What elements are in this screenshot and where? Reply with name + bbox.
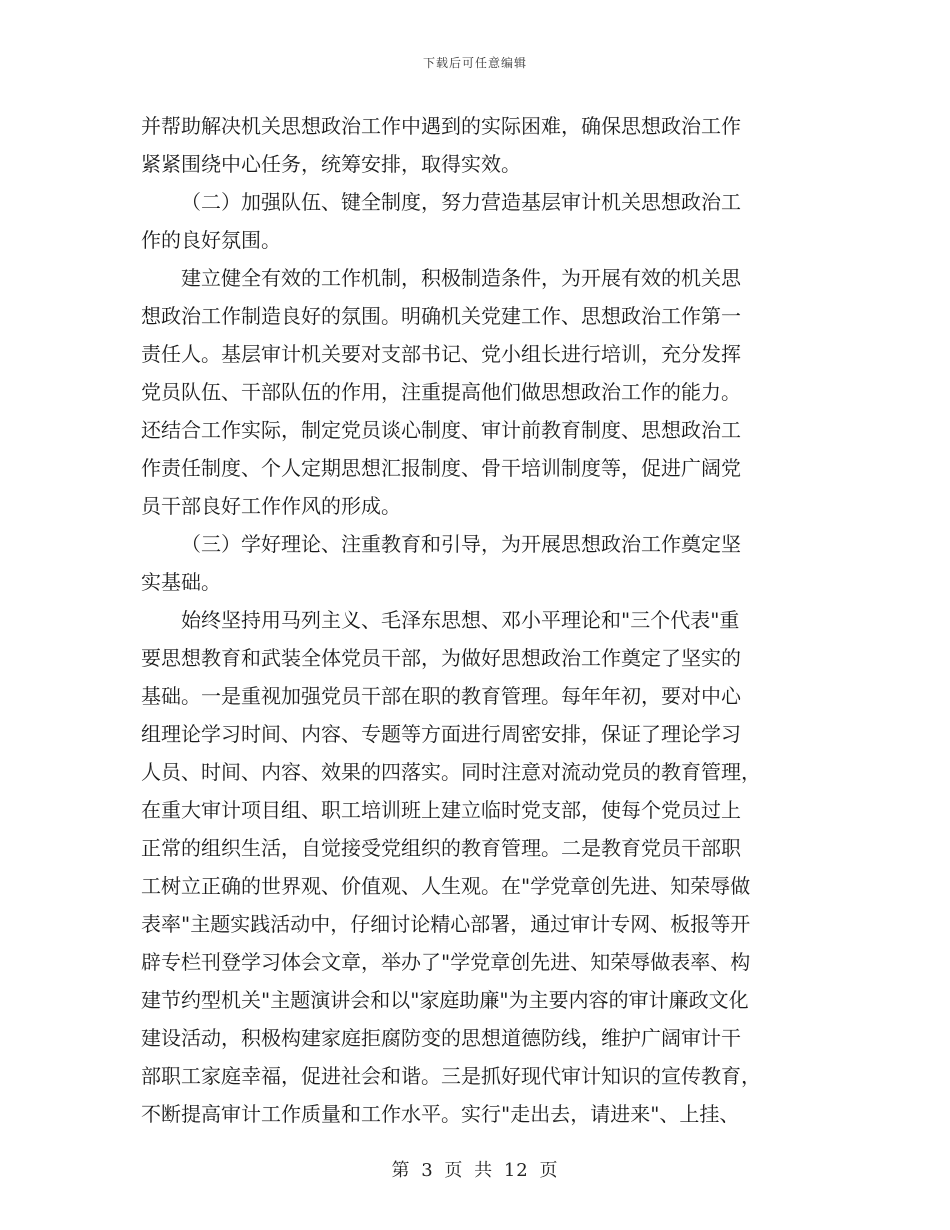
text-line: 正常的组织生活，自觉接受党组织的教育管理。二是教育党员干部职 <box>141 836 741 860</box>
header-note: 下载后可任意编辑 <box>422 56 527 70</box>
text-line: 要思想教育和武装全体党员干部，为做好思想政治工作奠定了坚实的 <box>141 646 741 670</box>
text-line: 表率"主题实践活动中，仔细讨论精心部署，通过审计专网、板报等开 <box>141 912 751 936</box>
text-line: 基础。一是重视加强党员干部在职的教育管理。每年年初，要对中心 <box>141 684 741 708</box>
text-line: 在重大审计项目组、职工培训班上建立临时党支部，使每个党员过上 <box>141 798 741 822</box>
text-line: 作的良好氛围。 <box>141 228 281 252</box>
text-line: 建节约型机关"主题演讲会和以"家庭助廉"为主要内容的审计廉政文化 <box>141 988 749 1012</box>
text-line: 责任人。基层审计机关要对支部书记、党小组长进行培训，充分发挥 <box>141 342 741 366</box>
section-heading: （二）加强队伍、键全制度，努力营造基层审计机关思想政治工 <box>181 190 741 214</box>
text-line: 不断提高审计工作质量和工作水平。实行"走出去，请进来"、上挂、 <box>141 1102 740 1126</box>
text-line: 作责任制度、个人定期思想汇报制度、骨干培训制度等，促进广阔党 <box>141 456 741 480</box>
text-line: 员干部良好工作作风的形成。 <box>141 494 401 518</box>
page-number: 第 3 页 共 12 页 <box>391 1160 559 1181</box>
text-line: 建设活动，积极构建家庭拒腐防变的思想道德防线，维护广阔审计干 <box>141 1026 741 1050</box>
text-line: 紧紧围绕中心任务，统筹安排，取得实效。 <box>141 152 521 176</box>
text-line: 党员队伍、干部队伍的作用，注重提高他们做思想政治工作的能力。 <box>141 380 741 404</box>
text-line: 并帮助解决机关思想政治工作中遇到的实际困难，确保思想政治工作 <box>141 114 741 138</box>
text-line: 实基础。 <box>141 570 221 594</box>
text-line: 想政治工作制造良好的氛围。明确机关党建工作、思想政治工作第一 <box>141 304 741 328</box>
document-body <box>141 107 809 1133</box>
text-line: 辟专栏刊登学习体会文章，举办了"学党章创先进、知荣辱做表率、构 <box>141 950 751 974</box>
paragraph-start: 始终坚持用马列主义、毛泽东思想、邓小平理论和"三个代表"重 <box>181 608 740 632</box>
text-line: 人员、时间、内容、效果的四落实。同时注意对流动党员的教育管理， <box>141 760 761 784</box>
text-line: 还结合工作实际，制定党员谈心制度、审计前教育制度、思想政治工 <box>141 418 741 442</box>
text-line: 组理论学习时间、内容、专题等方面进行周密安排，保证了理论学习 <box>141 722 741 746</box>
section-heading: （三）学好理论、注重教育和引导，为开展思想政治工作奠定坚 <box>181 532 741 556</box>
paragraph-start: 建立健全有效的工作机制，积极制造条件，为开展有效的机关思 <box>181 266 741 290</box>
text-line: 工树立正确的世界观、价值观、人生观。在"学党章创先进、知荣辱做 <box>141 874 751 898</box>
text-line: 部职工家庭幸福，促进社会和谐。三是抓好现代审计知识的宣传教育， <box>141 1064 761 1088</box>
